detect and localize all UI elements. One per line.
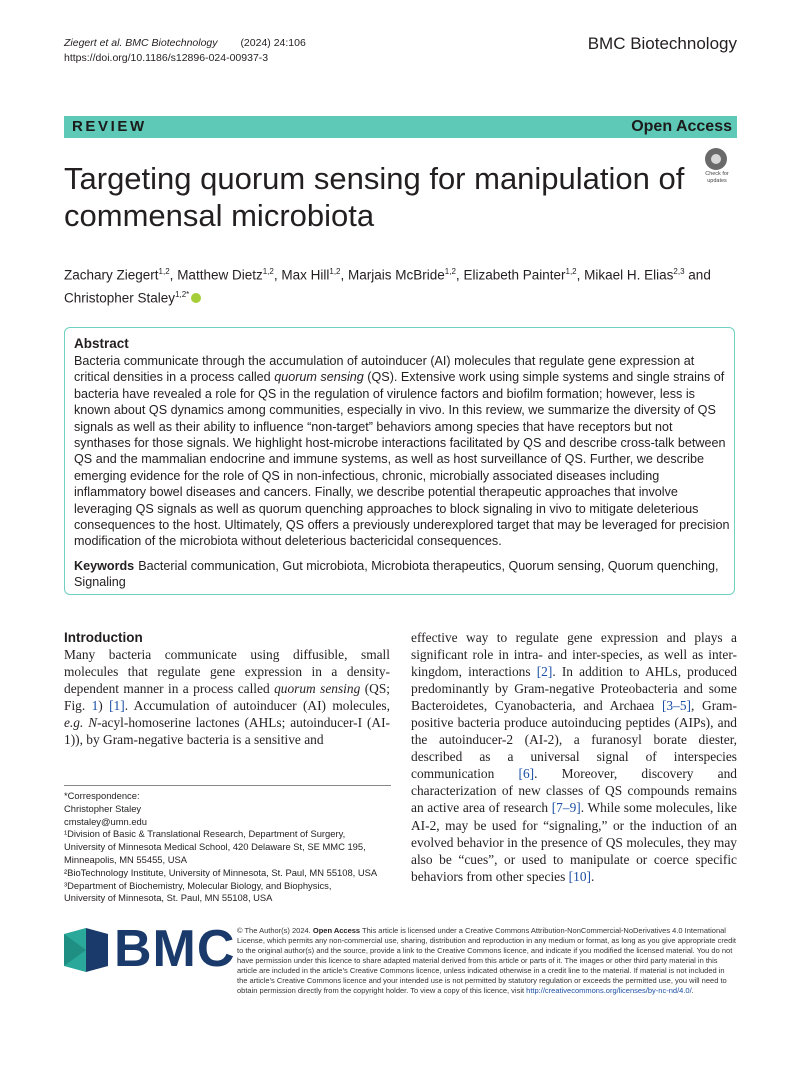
footnote-divider — [64, 785, 391, 786]
check-for-updates-badge[interactable] — [697, 148, 737, 188]
affiliation-line: University of Minnesota Medical School, 420 Delaware St, SE MMC 195, — [64, 841, 366, 853]
section-heading-introduction: Introduction — [64, 630, 143, 645]
bmc-logo-mark-icon — [64, 928, 108, 972]
citation-authors: Ziegert et al. — [64, 37, 123, 49]
citation-year-volume: (2024) 24:106 — [240, 37, 306, 49]
author-affiliation: 1,2 — [444, 267, 456, 276]
author[interactable]: Zachary Ziegert — [64, 267, 159, 283]
open-access-label: Open Access — [631, 118, 732, 135]
check-updates-icon — [705, 148, 727, 170]
citation-line — [64, 37, 306, 49]
citation-reference[interactable]: [1] — [109, 698, 125, 714]
author-affiliation: 1,2* — [175, 289, 190, 299]
orcid-icon[interactable] — [191, 293, 201, 303]
abstract-box — [64, 327, 735, 595]
author[interactable]: Christopher Staley — [64, 290, 176, 305]
affiliation-line: ²BioTechnology Institute, University of Minnesota, St. Paul, MN 55108, USA — [64, 866, 378, 878]
citation-reference[interactable]: [10] — [568, 868, 591, 884]
correspondence-email[interactable]: cmstaley@umn.edu — [64, 815, 147, 827]
keywords-list: Bacterial communication, Gut microbiota, Microbiota therapeutics, Quorum sensing, Quorum quenching, Signaling — [74, 559, 719, 590]
journal-name: BMC Biotechnology — [587, 34, 737, 53]
citation-reference[interactable]: [7–9] — [551, 800, 581, 816]
author-affiliation: 1,2 — [565, 267, 577, 276]
corresponding-author: Christopher Staley — [64, 802, 142, 814]
author-affiliation: 2,3 — [673, 267, 685, 276]
body-text-column-right: effective way to regulate gene expression and plays a significant role in intra- and inter-species, as well as inter-kingdom, interactions [2]. In addition to AHLs, produced predominantly by Gram-negative Proteobacteria and some Bacteroidetes, Cyanobacteria, and Archaea [3–5], Gram-positive bacteria produce autoinducing peptides (AIPs), and the autoinducer-2 (AI-2), a furanosyl borate diester, described as a universal signal of interspecies communication [6]. Moreover, discovery and characterization of new classes of QS compounds remains an active area of research [7–9]. While some molecules, like AI-2, may be used for “signaling,” or the induction of an evolved behavior in the presence of QS molecules, they may also be “cues”, or used to manipulate or coerce specific behaviors from other species [10]. — [411, 630, 737, 884]
affiliation-line: University of Minnesota, St. Paul, MN 55108, USA — [64, 892, 273, 904]
correspondence-label: *Correspondence: — [64, 790, 140, 801]
author[interactable]: Matthew Dietz — [177, 267, 263, 283]
citation-reference[interactable]: [6] — [518, 766, 535, 782]
author[interactable]: Max Hill — [281, 267, 330, 283]
citation-journal: BMC Biotechnology — [125, 37, 218, 49]
correspondence-block — [64, 790, 394, 905]
figure-reference[interactable]: 1 — [91, 698, 99, 714]
author-affiliation: 1,2 — [329, 267, 341, 276]
affiliation-line: Minneapolis, MN 55455, USA — [64, 853, 187, 865]
author[interactable]: Marjais McBride — [348, 267, 445, 283]
citation-reference[interactable]: [3–5] — [661, 698, 691, 714]
author[interactable]: Elizabeth Painter — [463, 267, 566, 283]
doi-link[interactable]: https://doi.org/10.1186/s12896-024-00937-3 — [64, 52, 269, 64]
author-affiliation: 1,2 — [262, 267, 274, 276]
license-text: © The Author(s) 2024. Open Access This article is licensed under a Creative Commons Attribution-NonCommercial-NoDerivatives 4.0 International License, which permits any non-commercial use, sharing, distribution and reproduction in any medium or format, as long as you give appropriate credit to the original author(s) and the source, provide a link to the Creative Commons licence, and indicate if you modified the licensed material. You do not have permission under this licence to share adapted material derived from this article or parts of it. The images or other third party material in this article are included in the article’s Creative Commons licence, unless indicated otherwise in a credit line to the material. If material is not included in the article’s Creative Commons licence and your intended use is not permitted by statutory regulation or exceeds the permitted use, you will need to obtain permission directly from the copyright holder. To view a copy of this licence, visit http://creativecommons.org/licenses/by-nc-nd/4.0/. — [237, 926, 736, 995]
keywords-label: Keywords — [74, 559, 135, 573]
article-type-label: REVIEW — [72, 118, 147, 135]
author[interactable]: Mikael H. Elias — [584, 267, 674, 283]
check-updates-label: Check for updates — [705, 171, 729, 184]
article-type-band — [64, 116, 737, 138]
body-text-column-left: Many bacteria communicate using diffusible, small molecules that regulate gene expression in a density-dependent manner in a process called quorum sensing (QS; Fig. 1) [1]. Accumulation of autoinducer (AI) molecules, e.g. N-acyl-homoserine lactones (AHLs; autoinducer-I (AI-1)), by Gram-negative bacteria is a sensitive and — [64, 647, 390, 748]
license-link[interactable]: http://creativecommons.org/licenses/by-nc-nd/4.0/ — [526, 986, 692, 995]
abstract-text: Bacteria communicate through the accumulation of autoinducer (AI) molecules that regulate gene expression at critical densities in a process called quorum sensing (QS). Extensive work using simple systems and single strains of bacteria have revealed a role for QS in the regulation of virulence factors and biofilm formation; however, less is known about QS dynamics among communities, especially in vivo. In this review, we summarize the diversity of QS signals as well as their ability to influence “non-target” behaviors among species that have receptors but not synthases for those signals. We highlight host-microbe interactions facilitated by QS and describe cross-talk between QS and the mammalian endocrine and immune systems, as well as host surveillance of QS. Further, we describe emerging evidence for the role of QS in non-infectious, chronic, microbially associated diseases including inflammatory bowel diseases and cancers. Finally, we describe potential therapeutic approaches that involve leveraging QS signals as well as quorum quenching approaches to block signaling in vivo to mitigate deleterious consequences to the host. Ultimately, QS offers a previously underexplored target that may be leveraged for precision modification of the microbiota without deleterious bactericidal consequences. — [74, 354, 730, 549]
author-affiliation: 1,2 — [158, 267, 170, 276]
abstract-heading: Abstract — [74, 336, 129, 351]
article-title: Targeting quorum sensing for manipulation of commensal microbiota — [64, 161, 685, 233]
bmc-logo-text: BMC — [114, 920, 236, 978]
keywords — [74, 558, 730, 591]
author-list: Zachary Ziegert$^{1,2}$, Matthew Dietz$^{1,2}$, Max Hill$^{1,2}$, Marjais McBride$^{1,2}$, Elizabeth Painter$^{1,2}$, Mikael H. Elias$^{2,3}$ and Christopher Staley$^{1,2*}$ — [64, 267, 711, 305]
affiliation-line: ¹Division of Basic & Translational Research, Department of Surgery, — [64, 828, 346, 840]
citation-reference[interactable]: [2] — [536, 664, 553, 680]
affiliation-line: ³Department of Biochemistry, Molecular Biology, and Biophysics, — [64, 879, 332, 891]
